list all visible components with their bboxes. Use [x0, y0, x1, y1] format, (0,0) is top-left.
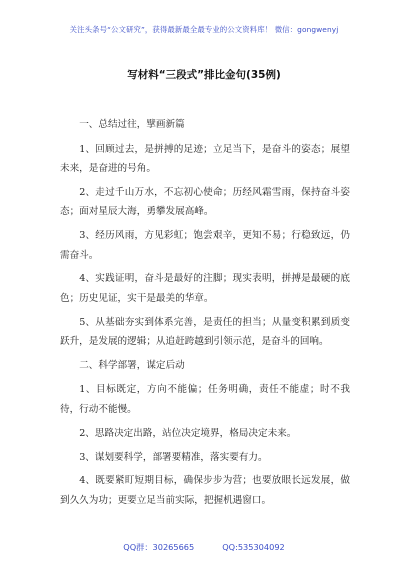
section-heading: 一、总结过往，擘画新篇 — [79, 119, 185, 130]
list-item: 2、走过千山万水，不忘初心使命；历经风霜雪雨，保持奋斗姿态；面对星辰大海，勇攀发展高峰。 — [60, 186, 350, 218]
document-title: 写材料“三段式”排比金句(35例) — [127, 69, 281, 81]
header-note: 关注头条号“公文研究”，获得最新最全最专业的公文资料库！ 微信：gongwenyj — [69, 25, 339, 34]
list-item: 1、目标既定，方向不能偏；任务明确，责任不能虚；时不我待，行动不能慢。 — [60, 384, 350, 415]
list-item: 4、既要紧盯短期目标，确保步步为营；也要放眼长远发展，做到久久为功；更要立足当前实际，把握机遇窗口。 — [60, 475, 350, 506]
qq-contact-number: QQ:535304092 — [222, 542, 285, 552]
list-item: 4、实践证明，奋斗是最好的注脚；现实表明，拼搏是最硬的底色；历史见证，实干是最美的华章。 — [60, 273, 350, 304]
section-heading: 二、科学部署，谋定后动 — [79, 359, 185, 371]
footer-contact — [0, 542, 408, 553]
document-body — [60, 115, 350, 515]
qq-group-number: QQ群：30265665 — [123, 542, 195, 552]
list-item: 5、从基础夯实到体系完善，是责任的担当；从量变积累到质变跃升，是发展的逻辑；从追赶跨越到引领示范，是奋斗的回响。 — [60, 316, 350, 348]
list-item: 3、经历风雨，方见彩虹；饱尝艰辛，更知不易；行稳致远，仍需奋斗。 — [60, 230, 350, 261]
list-item: 1、回顾过去，是拼搏的足迹；立足当下，是奋斗的姿态；展望未来，是奋进的号角。 — [60, 143, 350, 174]
list-item: 3、谋划要科学，部署要精准，落实要有力。 — [79, 451, 268, 463]
list-item: 2、思路决定出路，站位决定境界，格局决定未来。 — [79, 427, 297, 439]
